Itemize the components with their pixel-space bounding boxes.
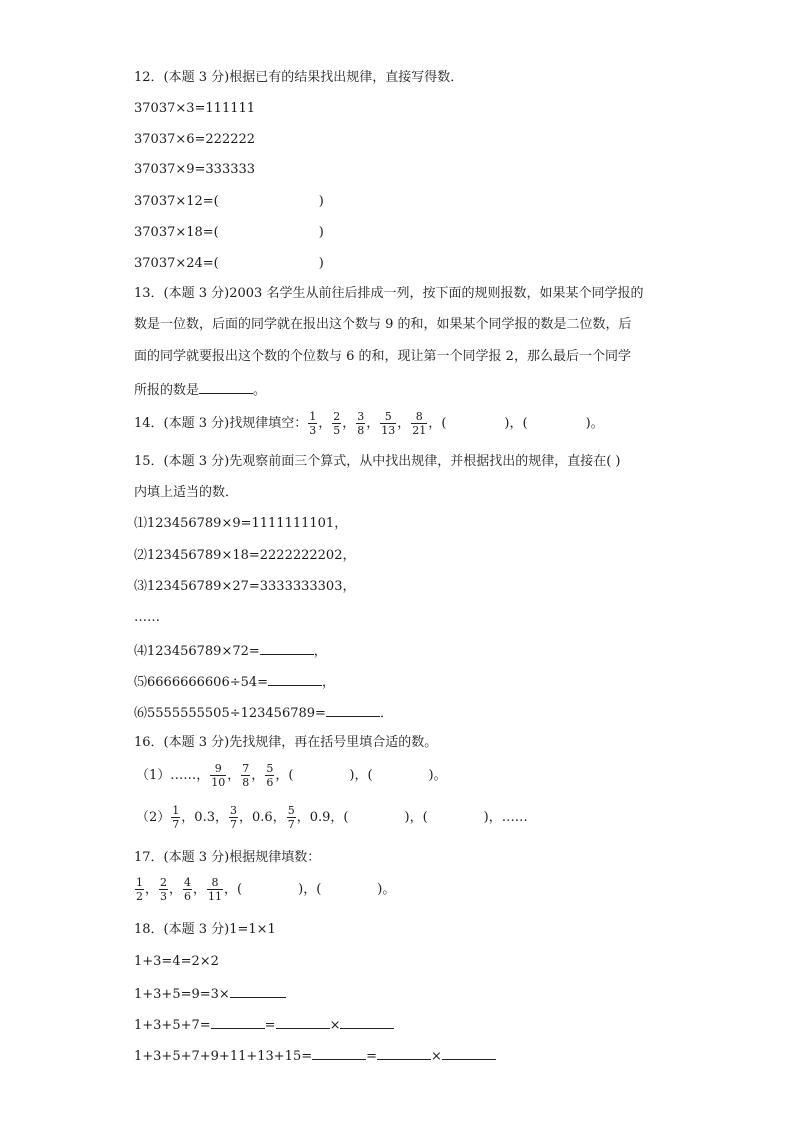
q15-given-1: ⑴123456789×9=1111111101， xyxy=(134,516,348,531)
q15-line-2: 内填上适当的数． xyxy=(134,485,239,500)
answer-blank[interactable] xyxy=(260,642,314,655)
period: 。 xyxy=(253,383,267,398)
q12-ask-3-text: 37037×24=( xyxy=(134,256,219,271)
q12-given-1: 37037×3=111111 xyxy=(134,101,256,116)
q17-sequence: $\frac{1}{2}$ ， $\frac{2}{3}$ ， $\frac{4}{6}$ ， $\frac{8}{11}$ ，( )，( )。 xyxy=(136,876,396,903)
q13-line-4-text: 所报的数是 xyxy=(134,383,200,398)
q12-ask-2 xyxy=(134,225,324,241)
answer-blank[interactable] xyxy=(340,1016,394,1029)
answer-blank[interactable] xyxy=(230,985,286,998)
q16-part-1: （1）……， $\frac{9}{10}$ ， $\frac{7}{8}$ ， $\frac{5}{6}$ ，( )，( )。 xyxy=(136,762,447,789)
q15-ask-1: ⑷123456789×72= ， xyxy=(134,644,327,659)
q15-given-3: ⑶123456789×27=3333333303， xyxy=(134,579,356,594)
fraction: $\frac{9}{10}$ xyxy=(211,762,226,789)
q16-heading: 16．(本题 3 分)先找规律，再在括号里填合适的数。 xyxy=(134,735,438,750)
q13-line-3: 面的同学就要报出这个数的个位数与 6 的和，现让第一个同学报 2，那么最后一个同学 xyxy=(134,349,631,364)
q13-line-4 xyxy=(134,381,266,399)
q13-line-2: 数是一位数，后面的同学就在报出这个数与 9 的和，如果某个同学报的数是二位数，后 xyxy=(134,317,632,332)
answer-blank[interactable] xyxy=(442,1047,496,1060)
q16-part-2: （2） $\frac{1}{7}$ ， 0.3 ， $\frac{3}{7}$ ， 0.6 ， $\frac{5}{7}$ ， 0.9 ，( )，( )， …… xyxy=(136,804,528,831)
answer-blank[interactable] xyxy=(377,1047,431,1060)
q15-ask-2-text: ⑸6666666606÷54= xyxy=(134,675,269,690)
q12-given-3: 37037×9=333333 xyxy=(134,162,256,177)
fraction: $\frac{8}{11}$ xyxy=(208,876,223,903)
q12-ask-1 xyxy=(134,194,324,210)
q12-given-2: 37037×6=222222 xyxy=(134,132,256,147)
q12-ask-3 xyxy=(134,256,324,272)
answer-blank[interactable] xyxy=(199,381,253,394)
fraction: $\frac{2}{5}$ xyxy=(333,410,341,437)
q15-ellipsis: …… xyxy=(134,610,160,625)
q15-ask-2: ⑸6666666606÷54= ， xyxy=(134,675,336,690)
fraction: $\frac{1}{7}$ xyxy=(172,804,180,831)
q18-line-5: 1+3+5+7+9+11+13+15= = × xyxy=(134,1047,496,1065)
q15-ask-3-text: ⑹5555555505÷123456789= xyxy=(134,706,326,721)
fraction: $\frac{7}{8}$ xyxy=(242,762,250,789)
q12-heading: 12．(本题 3 分)根据已有的结果找出规律，直接写得数． xyxy=(134,70,464,85)
q14-line: 14．(本题 3 分)找规律填空： $\frac{1}{3}$ ， $\frac{2}{5}$ ， $\frac{3}{8}$ ， $\frac{5}{13}$ ， $\frac{8}{21}$ ， ( ) ， ( ) 。 xyxy=(134,410,604,437)
answer-blank[interactable] xyxy=(276,1016,330,1029)
answer-blank[interactable] xyxy=(211,1016,265,1029)
fraction: $\frac{4}{6}$ xyxy=(184,876,192,903)
q12-ask-1-text: 37037×12=( xyxy=(134,194,219,209)
fraction: $\frac{8}{21}$ xyxy=(412,410,427,437)
fraction: $\frac{5}{6}$ xyxy=(266,762,274,789)
fraction: $\frac{3}{7}$ xyxy=(230,804,237,831)
q15-line-1: 15．(本题 3 分)先观察前面三个算式，从中找出规律，并根据找出的规律，直接在( ) xyxy=(134,454,621,469)
q18-line-3-text: 1+3+5=9=3× xyxy=(134,987,230,1002)
fraction: $\frac{3}{8}$ xyxy=(357,410,365,437)
q14-heading: 14．(本题 3 分)找规律填空： xyxy=(134,415,308,431)
answer-blank[interactable] xyxy=(312,1047,366,1060)
q16-part-2-label: （2） xyxy=(136,809,171,825)
fraction: $\frac{5}{13}$ xyxy=(381,410,396,437)
q18-line-4-text: 1+3+5+7= xyxy=(134,1018,211,1033)
q18-line-4: 1+3+5+7= = × xyxy=(134,1016,394,1034)
q15-ask-3: ⑹5555555505÷123456789= ． xyxy=(134,706,393,721)
answer-blank[interactable] xyxy=(268,673,322,686)
q13-line-1: 13．(本题 3 分)2003 名学生从前往后排成一列，按下面的规则报数，如果某个同学报的 xyxy=(134,286,644,301)
q16-part-1-label: （1）……， xyxy=(136,767,210,783)
fraction: $\frac{5}{7}$ xyxy=(287,804,295,831)
q18-line-2: 1+3=4=2×2 xyxy=(134,954,219,969)
q18-heading: 18．(本题 3 分)1=1×1 xyxy=(134,922,276,937)
answer-blank[interactable] xyxy=(326,704,380,717)
q15-ask-1-text: ⑷123456789×72= xyxy=(134,644,260,659)
close-paren: ) xyxy=(318,225,324,240)
fraction: $\frac{1}{3}$ xyxy=(309,410,317,437)
q12-ask-2-text: 37037×18=( xyxy=(134,225,219,240)
q18-line-5-text: 1+3+5+7+9+11+13+15= xyxy=(134,1049,313,1064)
close-paren: ) xyxy=(318,194,324,209)
fraction: $\frac{1}{2}$ xyxy=(136,876,143,903)
q18-line-3 xyxy=(134,985,286,1003)
q15-given-2: ⑵123456789×18=2222222202， xyxy=(134,548,356,563)
close-paren: ) xyxy=(318,256,324,271)
q17-heading: 17．(本题 3 分)根据规律填数： xyxy=(134,850,321,865)
fraction: $\frac{2}{3}$ xyxy=(160,876,168,903)
